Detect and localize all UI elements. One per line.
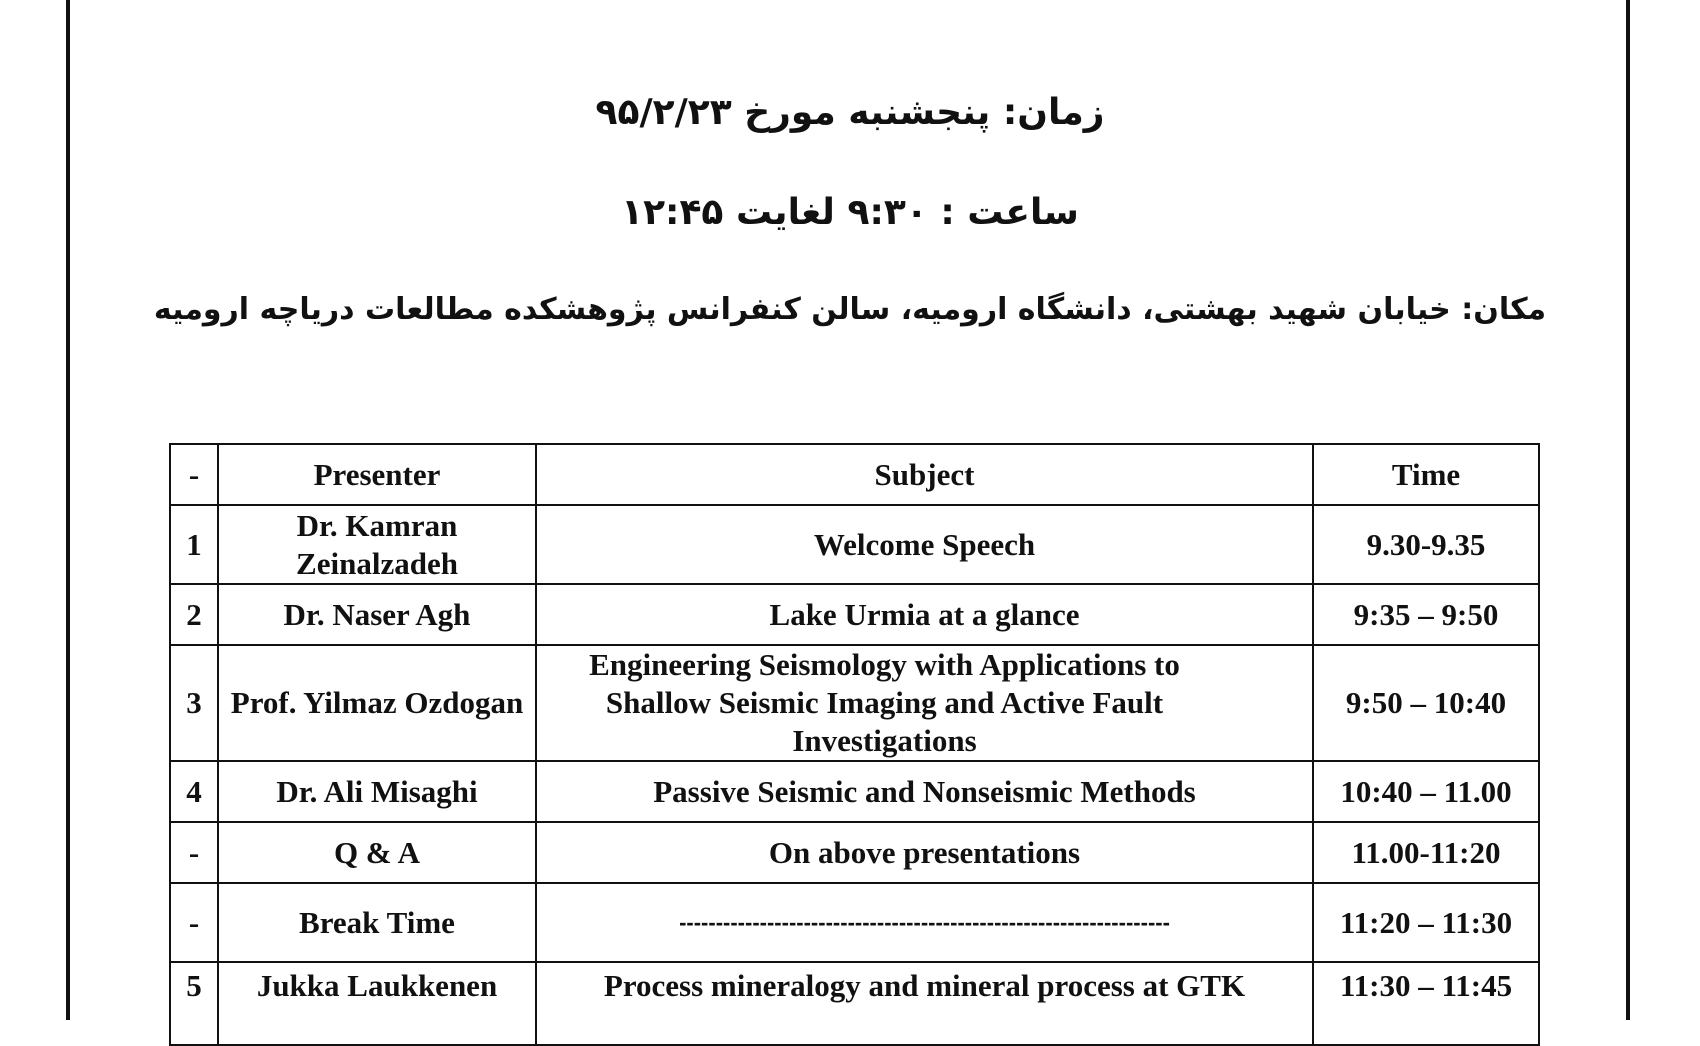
row-number: 1: [170, 505, 218, 584]
row-presenter: Q & A: [218, 822, 536, 883]
row-number: 5: [170, 962, 218, 1045]
row-presenter: Dr. Kamran Zeinalzadeh: [218, 505, 536, 584]
table-header-row: [170, 444, 1539, 505]
row-time: 11:20 – 11:30: [1313, 883, 1539, 962]
row-time: 9.30-9.35: [1313, 505, 1539, 584]
row-time: 11.00-11:20: [1313, 822, 1539, 883]
column-header-number: -: [170, 444, 218, 505]
row-subject: Process mineralogy and mineral process at GTK: [536, 962, 1313, 1045]
row-presenter: Jukka Laukkenen: [218, 962, 536, 1045]
row-number: -: [170, 883, 218, 962]
table-row: [170, 962, 1539, 1045]
table-row: [170, 822, 1539, 883]
row-presenter: Dr. Naser Agh: [218, 584, 536, 645]
row-subject: Engineering Seismology with Applications to Shallow Seismic Imaging and Active Fault Investigations: [536, 645, 1313, 761]
row-subject: Lake Urmia at a glance: [536, 584, 1313, 645]
table-row: [170, 761, 1539, 822]
row-number: 4: [170, 761, 218, 822]
column-header-time: Time: [1313, 444, 1539, 505]
table-row: [170, 645, 1539, 761]
table-row: [170, 883, 1539, 962]
time-heading: ساعت : ۹:۳۰ لغایت ۱۲:۴۵: [621, 192, 1079, 233]
row-time: 11:30 – 11:45: [1313, 962, 1539, 1045]
schedule-table: [169, 443, 1540, 1046]
row-subject: -------------------------------------------------------------------: [536, 883, 1313, 962]
row-time: 10:40 – 11.00: [1313, 761, 1539, 822]
row-presenter: Break Time: [218, 883, 536, 962]
row-number: -: [170, 822, 218, 883]
table-row: [170, 584, 1539, 645]
column-header-presenter: Presenter: [218, 444, 536, 505]
row-number: 3: [170, 645, 218, 761]
column-header-subject: Subject: [536, 444, 1313, 505]
place-heading: مکان: خیابان شهید بهشتی، دانشگاه ارومیه، سالن کنفرانس پژوهشکده مطالعات دریاچه ارومیه: [153, 292, 1547, 327]
row-number: 2: [170, 584, 218, 645]
row-time: 9:35 – 9:50: [1313, 584, 1539, 645]
row-subject: Passive Seismic and Nonseismic Methods: [536, 761, 1313, 822]
table-row: [170, 505, 1539, 584]
date-heading: زمان: پنجشنبه مورخ ۹۵/۲/۲۳: [595, 92, 1105, 133]
row-subject: Welcome Speech: [536, 505, 1313, 584]
row-presenter: Dr. Ali Misaghi: [218, 761, 536, 822]
row-presenter: Prof. Yilmaz Ozdogan: [218, 645, 536, 761]
row-subject: On above presentations: [536, 822, 1313, 883]
row-time: 9:50 – 10:40: [1313, 645, 1539, 761]
